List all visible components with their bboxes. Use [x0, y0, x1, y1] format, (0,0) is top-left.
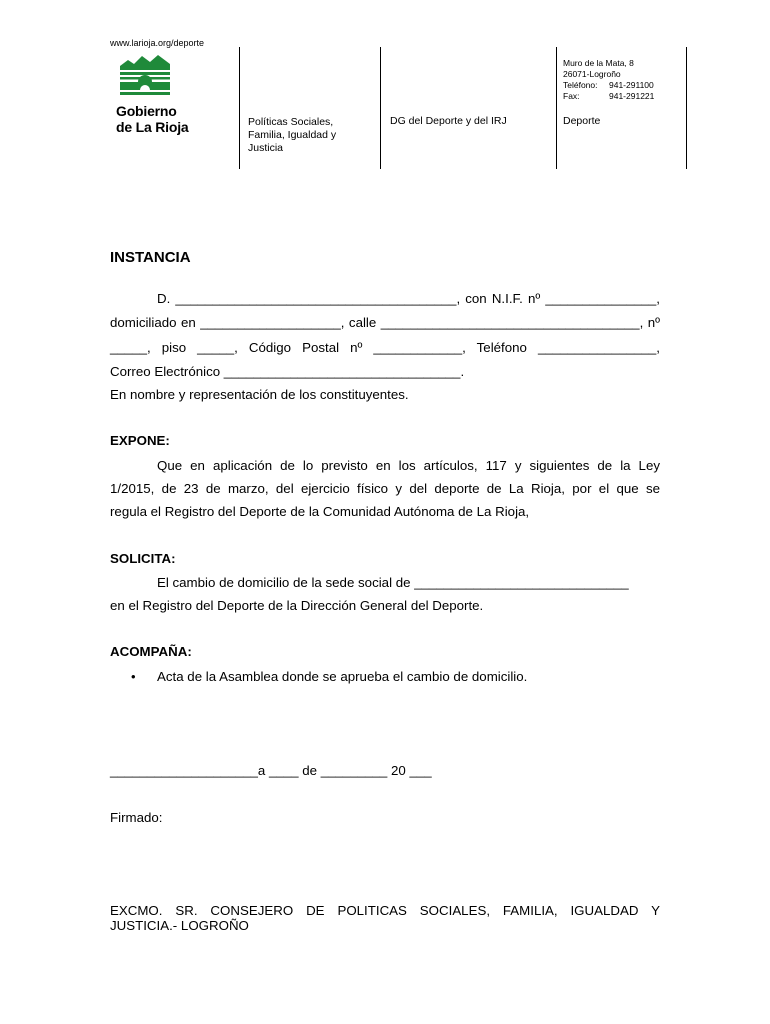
- department-line: Justicia: [248, 142, 284, 154]
- department-name: [248, 116, 336, 155]
- fax-label: Fax:: [563, 91, 580, 101]
- address-phone: [563, 80, 654, 91]
- phone-value: 941-291100: [609, 80, 654, 90]
- address-city: 26071-Logroño: [563, 69, 621, 79]
- signature-label: Firmado:: [110, 810, 163, 825]
- expone-heading: EXPONE:: [110, 433, 170, 448]
- email-line: Correo Electrónico ________________________________.: [110, 364, 465, 379]
- address-fax: [563, 91, 654, 102]
- header-divider: [556, 47, 557, 169]
- department-line: Familia, Igualdad y: [248, 129, 337, 141]
- representation-line: En nombre y representación de los constituyentes.: [110, 387, 409, 402]
- expone-text: regula el Registro del Deporte de la Comunidad Autónoma de La Rioja,: [110, 504, 530, 519]
- address-block: [563, 58, 654, 102]
- applicant-name-line: D. ______________________________________, con N.I.F. nº _______________,: [157, 291, 660, 306]
- recipient-line: EXCMO. SR. CONSEJERO DE POLITICAS SOCIALES, FAMILIA, IGUALDAD Y: [110, 903, 660, 918]
- expone-text: Que en aplicación de lo previsto en los artículos, 117 y siguientes de la Ley: [157, 458, 660, 473]
- header-divider: [239, 47, 240, 169]
- form-title: INSTANCIA: [110, 249, 191, 266]
- solicita-text: en el Registro del Deporte de la Dirección General del Deporte.: [110, 598, 484, 613]
- recipient-line: JUSTICIA.- LOGROÑO: [110, 918, 249, 933]
- header-divider: [380, 47, 381, 169]
- expone-text: 1/2015, de 23 de marzo, del ejercicio físico y del deporte de La Rioja, por el que se: [110, 481, 660, 496]
- unit-name: Deporte: [563, 115, 601, 127]
- department-line: Políticas Sociales,: [248, 116, 334, 128]
- bullet-icon: •: [131, 669, 136, 684]
- date-line: ____________________a ____ de _________ 20 ___: [110, 763, 432, 778]
- postal-phone-line: _____, piso _____, Código Postal nº ____________, Teléfono ________________,: [110, 340, 660, 355]
- acompana-item: Acta de la Asamblea donde se aprueba el cambio de domicilio.: [157, 669, 528, 684]
- header-divider: [686, 47, 687, 169]
- directorate-name: DG del Deporte y del IRJ: [390, 115, 507, 127]
- acompana-heading: ACOMPAÑA:: [110, 644, 192, 659]
- solicita-text: El cambio de domicilio de la sede social de _____________________________: [157, 575, 629, 590]
- header-url[interactable]: www.larioja.org/deporte: [110, 38, 205, 48]
- fax-value: 941-291221: [609, 91, 655, 101]
- org-name-line2: de La Rioja: [116, 119, 189, 135]
- phone-label: Teléfono:: [563, 80, 598, 90]
- solicita-heading: SOLICITA:: [110, 551, 176, 566]
- address-street: Muro de la Mata, 8: [563, 58, 634, 68]
- org-name: [116, 103, 188, 135]
- address-line: domiciliado en ___________________, calle ___________________________________, nº: [110, 315, 660, 330]
- org-name-line1: Gobierno: [116, 103, 177, 119]
- la-rioja-logo: [118, 52, 172, 96]
